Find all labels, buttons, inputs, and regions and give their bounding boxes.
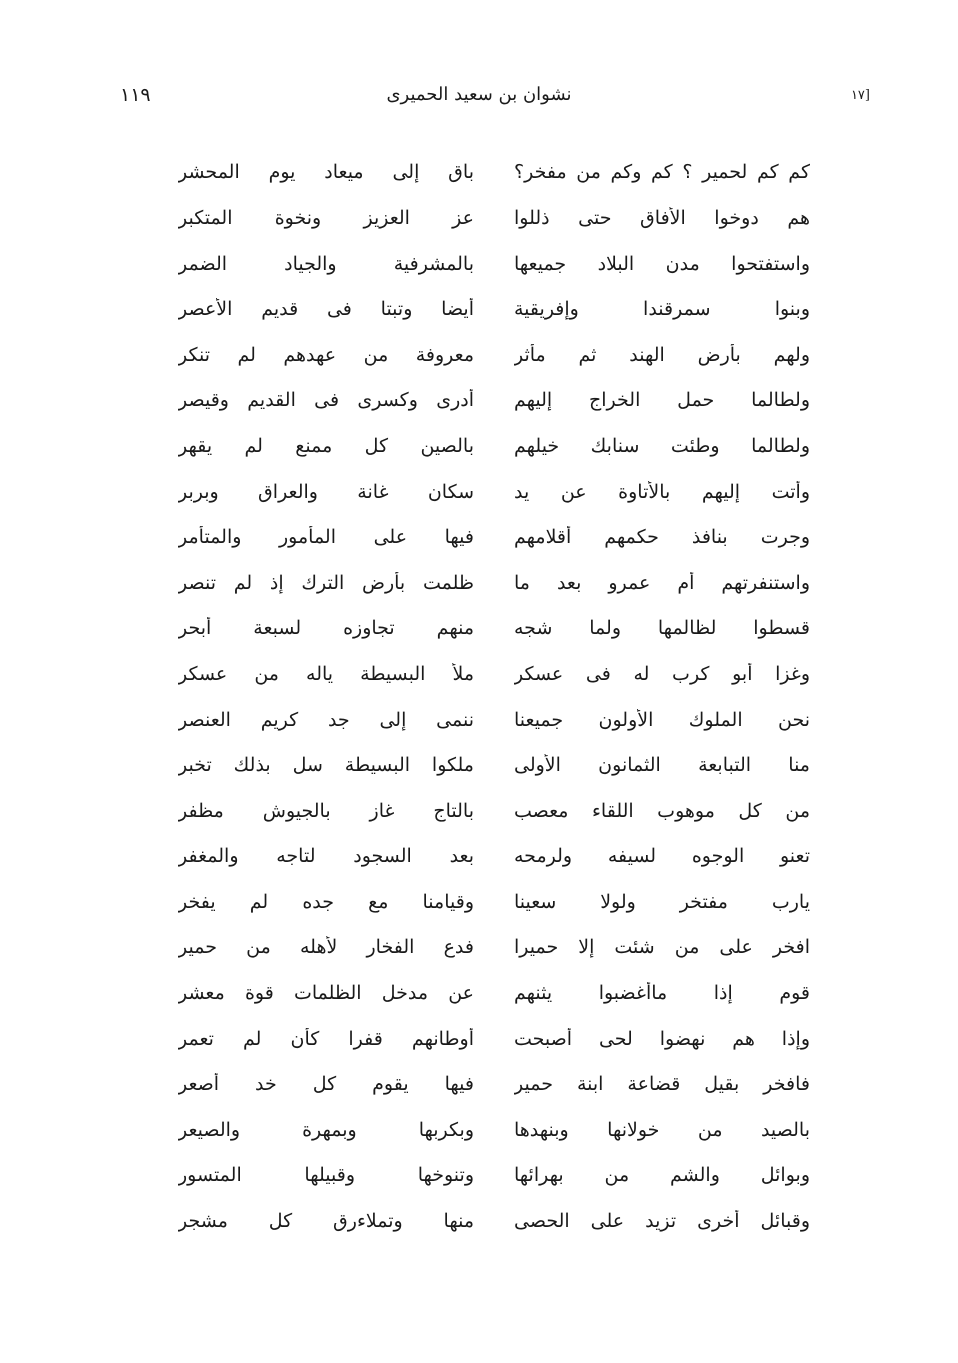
hemistich-first: هم دوخوا الأفاق حتى ذللوا bbox=[514, 206, 810, 229]
hemistich-second: منها وتملاءرق كل مشجر bbox=[178, 1210, 474, 1233]
hemistich-first: بالصيد من خولانها وبنهدها bbox=[514, 1118, 810, 1141]
verse bbox=[178, 652, 810, 698]
hemistich-second: معروفة من عهدهم لم تنكر bbox=[178, 343, 474, 366]
hemistich-second: عز العزيز ونخوة المتكبر bbox=[178, 206, 474, 229]
verse bbox=[178, 1062, 810, 1108]
verse bbox=[178, 515, 810, 561]
verse bbox=[178, 424, 810, 470]
hemistich-first: يارب مفتخر ولولا سعينا bbox=[514, 890, 810, 913]
page-header bbox=[0, 84, 958, 114]
hemistich-second: سكان غانة والعراق وبربر bbox=[178, 480, 474, 503]
verse bbox=[178, 788, 810, 834]
verse bbox=[178, 150, 810, 196]
hemistich-first: فافخر بقيل قضاعة ابنة حمير bbox=[514, 1073, 810, 1096]
hemistich-first: قوم إذا ماأغضبوا يثنهم bbox=[514, 982, 810, 1005]
hemistich-first: منا التبابعة الثمانون الأولى bbox=[514, 754, 810, 777]
hemistich-second: بالصين كل ممنع لم يقهر bbox=[178, 434, 474, 457]
verse bbox=[178, 606, 810, 652]
hemistich-first: نحن الملوك الأولون جميعنا bbox=[514, 708, 810, 731]
verse bbox=[178, 332, 810, 378]
hemistich-first: من كل موهوب اللقاء معصب bbox=[514, 799, 810, 822]
folio-mark: [١٧ bbox=[850, 88, 870, 103]
poem-body bbox=[178, 150, 810, 1244]
hemistich-first: وبوائل والشم من بهرائها bbox=[514, 1164, 810, 1187]
hemistich-first: ولهم بأرض الهند ثم مأثر bbox=[514, 343, 810, 366]
hemistich-second: أدرى وكسرى فى القديم وقيصر bbox=[178, 389, 474, 412]
verse bbox=[178, 1016, 810, 1062]
verse bbox=[178, 697, 810, 743]
hemistich-second: بالمشرفية والجياد الضمر bbox=[178, 252, 474, 275]
verse bbox=[178, 743, 810, 789]
verse bbox=[178, 241, 810, 287]
verse bbox=[178, 1199, 810, 1245]
hemistich-second: وتنوخها وقبيلها المتسور bbox=[178, 1164, 474, 1187]
hemistich-first: وغزا أبو كرب له فى عسكر bbox=[514, 662, 810, 685]
hemistich-second: ظلمت بأرض الترك إذ لم تنصر bbox=[178, 571, 474, 594]
page-number: ١١٩ bbox=[120, 84, 151, 106]
hemistich-first: قسطوا لظالمها ولما شجه bbox=[514, 617, 810, 640]
hemistich-second: باق إلى ميعاد يوم المحشر bbox=[178, 161, 474, 184]
hemistich-first: وأتت إليهم بالأتاوة عن يد bbox=[514, 480, 810, 503]
hemistich-second: فيها يقوم كل خد أصعر bbox=[178, 1073, 474, 1096]
hemistich-first: تعنو الوجوه لسيفه ولرمحه bbox=[514, 845, 810, 868]
hemistich-second: أوطانهم قفرا كأن لم تعمر bbox=[178, 1027, 474, 1050]
hemistich-first: وإذا هم نهضوا لحى أصبحت bbox=[514, 1027, 810, 1050]
verse bbox=[178, 1107, 810, 1153]
verse bbox=[178, 469, 810, 515]
hemistich-first: وجرت بنافذ حكمهم أقلامهم bbox=[514, 526, 810, 549]
hemistich-second: بالتاج غاز بالجيوش مظفر bbox=[178, 799, 474, 822]
verse bbox=[178, 971, 810, 1017]
verse bbox=[178, 925, 810, 971]
hemistich-second: ننمى إلى جد كريم العنصر bbox=[178, 708, 474, 731]
hemistich-first: واستفتحوا مدن البلاد جميعها bbox=[514, 252, 810, 275]
hemistich-first: ولطالما وطئت سنابك خيلهم bbox=[514, 434, 810, 457]
verse bbox=[178, 560, 810, 606]
running-title: نشوان بن سعيد الحميرى bbox=[386, 84, 572, 105]
hemistich-second: أيضا وتبتا فى قديم الأعصر bbox=[178, 298, 474, 321]
hemistich-second: منهم تجاوزه لسبعة أبحر bbox=[178, 617, 474, 640]
verse bbox=[178, 880, 810, 926]
hemistich-second: ملأ البسيطة ياله من عسكر bbox=[178, 662, 474, 685]
verse bbox=[178, 1153, 810, 1199]
hemistich-second: بعد السجود لتاجه والمغفر bbox=[178, 845, 474, 868]
hemistich-first: وقبائل أخرى تزيد على الحصى bbox=[514, 1210, 810, 1233]
hemistich-first: افخر على من شئت إلا حميرا bbox=[514, 936, 810, 959]
hemistich-first: كم كم لحمير ؟ كم وكم من مفخر؟ bbox=[514, 161, 810, 184]
hemistich-first: ولطالما حمل الخراج إليهم bbox=[514, 389, 810, 412]
hemistich-second: عن مدخل الظلمات قوة معشر bbox=[178, 982, 474, 1005]
hemistich-second: فدع الفخار لأهله من حمير bbox=[178, 936, 474, 959]
hemistich-first: واستنفرتهم أم عمرو بعد ما bbox=[514, 571, 810, 594]
verse bbox=[178, 378, 810, 424]
verse bbox=[178, 196, 810, 242]
hemistich-second: ملكوا البسيطة سل بذلك تخبر bbox=[178, 754, 474, 777]
hemistich-first: وبنوا سمرقندا وإفريقية bbox=[514, 298, 810, 321]
verse bbox=[178, 287, 810, 333]
verse bbox=[178, 834, 810, 880]
hemistich-second: وقيامنا مع جده لم يفخر bbox=[178, 890, 474, 913]
hemistich-second: فيها على المأمور والمتأمر bbox=[178, 526, 474, 549]
hemistich-second: وبكربها وبمهرة والصيعر bbox=[178, 1118, 474, 1141]
